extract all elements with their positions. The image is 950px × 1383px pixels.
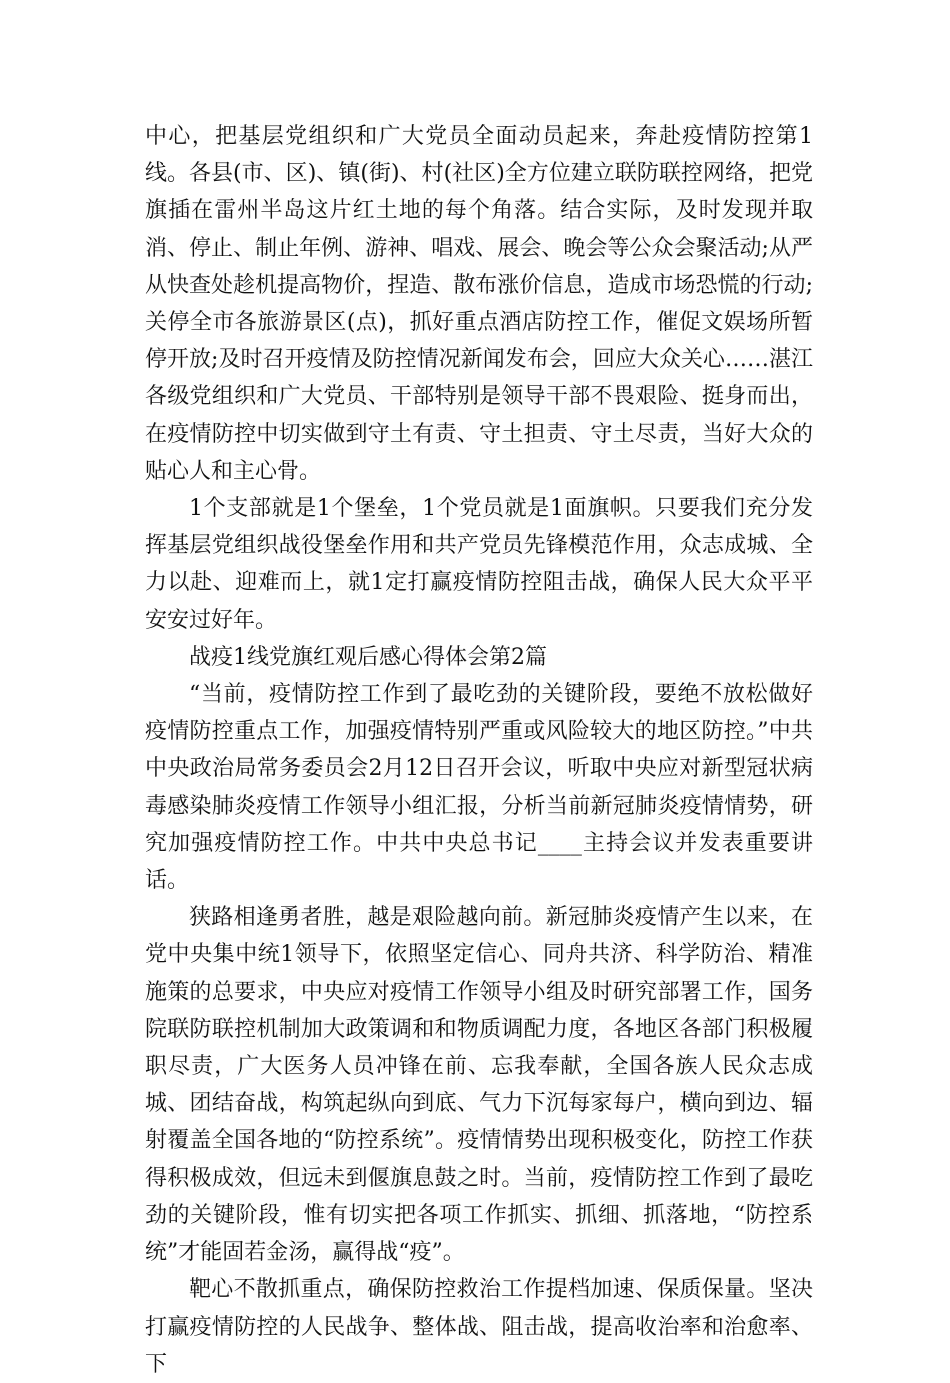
paragraph: 狭路相逢勇者胜，越是艰险越向前。新冠肺炎疫情产生以来，在党中央集中统1领导下，依照坚定信心、同舟共济、科学防治、精准施策的总要求，中央应对疫情工作领导小组及时研究部署工作，国务院联防联控机制加大政策调和和物质调配力度，各地区各部门积极履职尽责，广大医务人员冲锋在前、忘我奉献，全国各族人民众志成城、团结奋战，构筑起纵向到底、气力下沉每家每户，横向到边、辐射覆盖全国各地的“防控系统”。疫情情势出现积极变化，防控工作获得积极成效，但远未到偃旗息鼓之时。当前，疫情防控工作到了最吃劲的关键阶段，惟有切实把各项工作抓实、抓细、抓落地，“防控系统”才能固若金汤，赢得战“疫”。: [145, 905, 813, 1266]
paragraph-continuation: 中心，把基层党组织和广大党员全面动员起来，奔赴疫情防控第1线。各县(市、区)、镇(街)、村(社区)全方位建立联防联控网络，把党旗插在雷州半岛这片红土地的每个角落。结合实际，及时发现并取消、停止、制止年例、游神、唱戏、展会、晚会等公众会聚活动;从严从快查处趁机提高物价，捏造、散布涨价信息，造成市场恐慌的行动;关停全市各旅游景区(点)，抓好重点酒店防控工作，催促文娱场所暂停开放;及时召开疫情及防控情况新闻发布会，回应大众关心……湛江各级党组织和广大党员、干部特别是领导干部不畏艰险、挺身而出，在疫情防控中切实做到守土有责、守土担责、守土尽责，当好大众的贴心人和主心骨。: [145, 124, 813, 484]
section-heading: 战疫1线党旗红观后感心得体会第2篇: [189, 644, 547, 670]
paragraph: 靶心不散抓重点，确保防控救治工作提档加速、保质保量。坚决打赢疫情防控的人民战争、整体战、阻击战，提高收治率和治愈率、下: [145, 1277, 813, 1377]
paragraph: “当前，疫情防控工作到了最吃劲的关键阶段，要绝不放松做好疫情防控重点工作，加强疫情特别严重或风险较大的地区防控。”中共中央政治局常务委员会2月12日召开会议，听取中央应对新型冠状病毒感染肺炎疫情工作领导小组汇报，分析当前新冠肺炎疫情情势，研究加强疫情防控工作。中共中央总书记____主持会议并发表重要讲话。: [145, 682, 813, 894]
paragraph: 1个支部就是1个堡垒，1个党员就是1面旗帜。只要我们充分发挥基层党组织战役堡垒作用和共产党员先锋模范作用，众志成城、全力以赴、迎难而上，就1定打赢疫情防控阻击战，确保人民大众平平安安过好年。: [145, 496, 813, 633]
document-page: [145, 118, 813, 1383]
